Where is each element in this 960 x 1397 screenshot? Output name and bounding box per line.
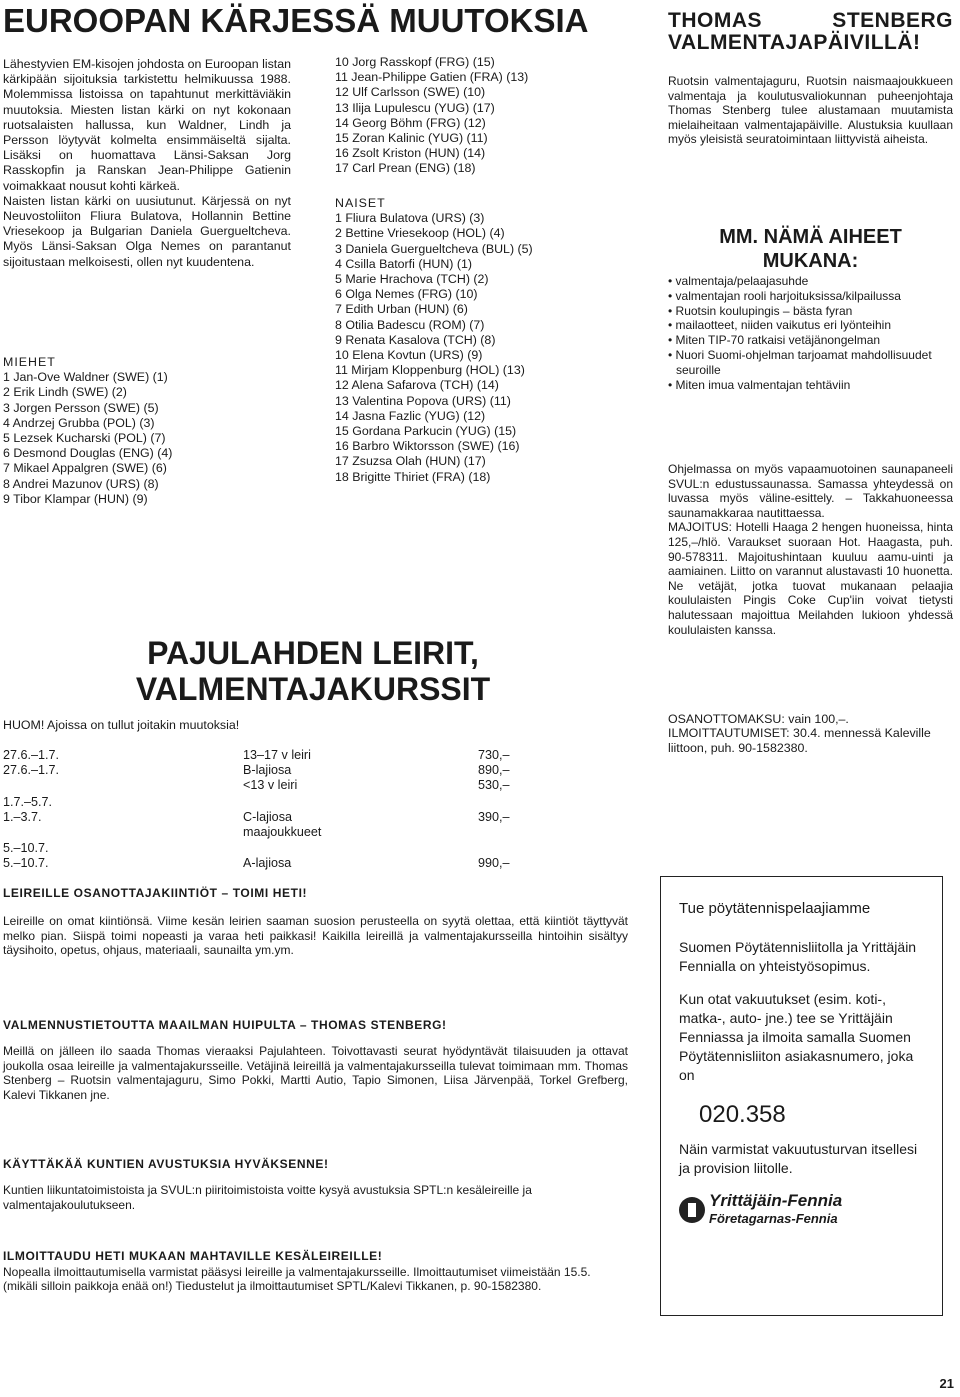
women-ranking	[335, 196, 635, 485]
camp-date: 27.6.–1.7.	[3, 763, 60, 777]
logo-main-text: Yrittäjäin-Fennia	[709, 1191, 843, 1210]
intro-paragraph-2: Naisten listan kärki on uusiutunut. Kärjessä on nyt Neuvostoliiton Fliura Bulatova, Hollannin Bettine Vriesekoop ja Bulgarian Daniela Guergueltcheva. Myös Länsi-Saksan Olga Nemes on parantanut sijoitustaan melkoisesti, ollen nyt kuudentena.	[3, 193, 291, 269]
list-item: 4 Andrzej Grubba (POL) (3)	[3, 415, 155, 430]
camps-title-line1: PAJULAHDEN LEIRIT,	[147, 635, 479, 671]
list-item: 9 Tibor Klampar (HUN) (9)	[3, 491, 148, 506]
customer-number: 020.358	[699, 1101, 786, 1128]
list-item: 17 Zsuzsa Olah (HUN) (17)	[335, 454, 486, 469]
program-paragraph: Ohjelmassa on myös vapaamuotoinen saunapaneeli SVUL:n edustussaunassa. Samassa yhteydessä on luvassa myös väline-esittely. – Takkahuoneessa saunamakkaraa nautittaessa.	[668, 462, 953, 520]
stenberg-intro: Ruotsin valmentajaguru, Ruotsin naismaajoukkueen valmentaja ja koulutusvaliokunnan puheenjohtaja Thomas Stenberg tulee alustamaan muutamista mielaiheitaan valmentajapäiville. Alustuksia kuullaan myös yleisistä seuratoimintaan liittyvistä aiheista.	[668, 74, 953, 147]
camp-date: 1.–3.7.	[3, 810, 42, 824]
list-item: 16 Zsolt Kriston (HUN) (14)	[335, 146, 486, 161]
list-item: 2 Erik Lindh (SWE) (2)	[3, 385, 127, 400]
insurance-ad	[660, 876, 943, 1316]
fennia-logo-icon	[679, 1197, 705, 1223]
list-item: 8 Otilia Badescu (ROM) (7)	[335, 317, 485, 332]
list-item: 4 Csilla Batorfi (HUN) (1)	[335, 256, 473, 271]
list-item: 3 Jorgen Persson (SWE) (5)	[3, 400, 159, 415]
list-item: • Ruotsin koulupingis – bästa fyran	[668, 303, 853, 318]
signup-text: Nopealla ilmoittautumisella varmistat pääsysi leireille ja valmentajakursseille. Ilmoittautumiset viimeistään 15.5. (mikäli silloin paikkoja enää on!) Tiedustelut ja ilmoittautumiset SPTL/Kalevi Tikkanen, p. 90-1582380.	[3, 1265, 591, 1294]
coaching-text: Meillä on jälleen ilo saada Thomas vieraaksi Pajulahteen. Toivottavasti seurat hyödyntävät tilaisuuden ja ottavat joukolla osaa leireille ja valmentajakursseille. Vetäjinä leireillä ja valmentajakursseilla tulevat toimimaan mm. Thomas Stenberg – Ruotsin valmentajaguru, Simo Pokki, Martti Autio, Tapio Simonen, Liisa Järvenpää, Torkel Grefberg, Kalevi Tikkanen jne.	[3, 1044, 628, 1102]
list-item: 10 Elena Kovtun (URS) (9)	[335, 348, 483, 363]
camp-desc: C-lajiosa	[243, 810, 292, 824]
women-list	[335, 211, 635, 485]
list-item: 1 Jan-Ove Waldner (SWE) (1)	[3, 370, 168, 385]
coaching-heading: VALMENNUSTIETOUTTA MAAILMAN HUIPULTA – THOMAS STENBERG!	[3, 1018, 447, 1032]
program-text	[668, 462, 953, 637]
list-item: 2 Bettine Vriesekoop (HOL) (4)	[335, 226, 505, 241]
camp-price: 990,–	[478, 856, 510, 870]
stenberg-title-line2: VALMENTAJAPÄIVILLÄ!	[668, 31, 921, 54]
list-item: • mailaotteet, niiden vaikutus eri lyönteihin	[668, 318, 891, 333]
list-item: 11 Mirjam Kloppenburg (HOL) (13)	[335, 363, 525, 378]
women-heading: NAISET	[335, 196, 386, 210]
men-list-continued	[335, 55, 635, 177]
camp-price: 730,–	[478, 748, 510, 762]
topics-title	[668, 225, 953, 273]
topics-title-line1: MM. NÄMÄ AIHEET	[719, 226, 902, 248]
fee-text: OSANOTTOMAKSU: vain 100,–.	[668, 712, 849, 726]
ad-headline: Tue pöytätennispelaajiamme	[679, 900, 871, 917]
list-item: 12 Ulf Carlsson (SWE) (10)	[335, 85, 486, 100]
logo-sub-text: Företagarnas-Fennia	[709, 1211, 838, 1226]
list-item: 17 Carl Prean (ENG) (18)	[335, 161, 476, 176]
accommodation-paragraph: MAJOITUS: Hotelli Haaga 2 hengen huoneissa, hinta 125,–/hlö. Varaukset suoraan Hot. Haagasta, puh. 90-578311. Majoitushintaan kuuluu aamu-uinti ja aamiainen. Liitto on varannut alustavasti 10 huonetta. Ne vetäjät, jotka tuovat mukanaan pelaajia koululaisten Pingis Coke Cup'iin voivat tietysti halutessaan majoittua Meilahden lukioon yhdessä koululaisten kanssa.	[668, 520, 953, 637]
ad-paragraph-2: Kun otat vakuutukset (esim. koti-, matka-, auto- jne.) tee se Yrittäjäin Fenniassa ja ilmoita samalla Suomen Pöytätennisliiton asiakasnumero, joka on	[679, 991, 914, 1083]
list-item: 9 Renata Kasalova (TCH) (8)	[335, 332, 496, 347]
list-item: • Miten imua valmentajan tehtäviin	[668, 377, 851, 392]
list-item: 15 Gordana Parkucin (YUG) (15)	[335, 424, 517, 439]
camp-desc: B-lajiosa	[243, 763, 292, 777]
list-item: • valmentaja/pelaajasuhde	[668, 274, 809, 288]
camp-date: 27.6.–1.7.	[3, 748, 60, 762]
list-item: 13 Ilija Lupulescu (YUG) (17)	[335, 100, 495, 115]
camp-desc: A-lajiosa	[243, 856, 292, 870]
camp-date: 1.7.–5.7.	[3, 795, 53, 809]
camp-desc: 13–17 v leiri	[243, 748, 311, 762]
grants-heading: KÄYTTÄKÄÄ KUNTIEN AVUSTUKSIA HYVÄKSENNE!	[3, 1157, 329, 1171]
men-ranking-continued	[335, 55, 635, 177]
men-heading: MIEHET	[3, 355, 56, 369]
list-item: 11 Jean-Philippe Gatien (FRA) (13)	[335, 70, 529, 85]
list-item: 16 Barbro Wiktorsson (SWE) (16)	[335, 439, 520, 454]
list-item: 5 Lezsek Kucharski (POL) (7)	[3, 431, 166, 446]
camp-date: 5.–10.7.	[3, 856, 49, 870]
list-item: • Nuori Suomi-ohjelman tarjoamat mahdollisuudet seuroille	[668, 347, 932, 377]
list-item: 7 Edith Urban (HUN) (6)	[335, 302, 468, 317]
page-number: 21	[939, 1376, 954, 1391]
fennia-logo-text	[709, 1192, 842, 1228]
list-item: 8 Andrei Mazunov (URS) (8)	[3, 476, 159, 491]
registration-info	[668, 712, 953, 755]
intro-paragraph-1: Lähestyvien EM-kisojen johdosta on Euroopan listan kärkipään sijoituksia tarkistettu helmikuussa 1988. Molemmissa listoissa on tapahtunut merkittäviäkin muutoksia. Miesten listan kärki on nyt kokonaan ruotsalaisten hallussa, kun Waldner, Lindh ja Persson löytyvät kolmelta ensimmäiseltä sijalta. Lisäksi on huomattava Länsi-Saksan Jorg Rasskopfin ja Ranskan Jean-Philippe Gatienin voimakkaat nousut kohti kärkeä.	[3, 57, 291, 193]
list-item: 12 Alena Safarova (TCH) (14)	[335, 378, 499, 393]
camp-price: 890,–	[478, 763, 510, 777]
topics-list	[668, 274, 953, 392]
deadline-text: ILMOITTAUTUMISET: 30.4. mennessä Kaleville liittoon, puh. 90-1582380.	[668, 726, 931, 755]
quota-text: Leireille on omat kiintiönsä. Viime kesän leirien saaman suosion perusteella on syytä olettaa, että kiintiöt täyttyvät melko pian. Siispä toimi nopeasti ja varaa heti paikkasi! Kaikilla leireillä ja valmentajakursseilla hintoihin sisältyy täysihoito, opetus, ohjaus, materiaali, saunailta ym.ym.	[3, 914, 628, 958]
camp-desc: maajoukkueet	[243, 825, 322, 839]
list-item: 5 Marie Hrachova (TCH) (2)	[335, 272, 489, 287]
list-item: 18 Brigitte Thiriet (FRA) (18)	[335, 469, 491, 484]
camps-table	[3, 748, 533, 873]
camps-note: HUOM! Ajoissa on tullut joitakin muutoksia!	[3, 718, 240, 732]
list-item: • Miten TIP-70 ratkaisi vetäjänongelman	[668, 333, 881, 348]
list-item: 14 Georg Böhm (FRG) (12)	[335, 115, 486, 130]
quota-heading: LEIREILLE OSANOTTAJAKIINTIÖT – TOIMI HETI!	[3, 886, 308, 900]
ad-paragraph-1: Suomen Pöytätennisliitolla ja Yrittäjäin Fennialla on yhteistyösopimus.	[679, 939, 917, 974]
list-item: 6 Olga Nemes (FRG) (10)	[335, 287, 478, 302]
camp-desc: <13 v leiri	[243, 778, 298, 792]
camps-title-line2: VALMENTAJAKURSSIT	[135, 671, 491, 707]
list-item: 15 Zoran Kalinic (YUG) (11)	[335, 131, 488, 146]
list-item: 10 Jorg Rasskopf (FRG) (15)	[335, 55, 495, 69]
list-item: 7 Mikael Appalgren (SWE) (6)	[3, 461, 167, 476]
list-item: 1 Fliura Bulatova (URS) (3)	[335, 211, 485, 226]
men-list	[3, 370, 293, 507]
stenberg-title-line1: THOMAS STENBERG	[668, 9, 953, 32]
grants-text: Kuntien liikuntatoimistoista ja SVUL:n piiritoimistoista voitte kysyä avustuksia SPTL:n kesäleireille ja valmentajakoulutukseen.	[3, 1183, 532, 1212]
camps-title	[118, 635, 508, 707]
stenberg-title	[668, 10, 953, 54]
list-item: 3 Daniela Guergueltcheva (BUL) (5)	[335, 241, 533, 256]
camp-price: 530,–	[478, 778, 510, 792]
bullet-list	[668, 274, 953, 392]
camp-price: 390,–	[478, 810, 510, 824]
fennia-logo	[679, 1192, 924, 1228]
intro-article	[3, 57, 291, 270]
camp-date: 5.–10.7.	[3, 841, 49, 855]
list-item: 13 Valentina Popova (URS) (11)	[335, 393, 511, 408]
topics-title-line2: MUKANA:	[762, 250, 859, 272]
men-ranking	[3, 355, 293, 507]
ad-paragraph-3: Näin varmistat vakuutusturvan itsellesi ja provision liitolle.	[679, 1141, 918, 1176]
main-headline: EUROOPAN KÄRJESSÄ MUUTOKSIA	[3, 2, 589, 39]
list-item: 14 Jasna Fazlic (YUG) (12)	[335, 408, 486, 423]
list-item: 6 Desmond Douglas (ENG) (4)	[3, 446, 173, 461]
list-item: • valmentajan rooli harjoituksissa/kilpailussa	[668, 288, 901, 303]
signup-heading: ILMOITTAUDU HETI MUKAAN MAHTAVILLE KESÄLEIREILLE!	[3, 1249, 383, 1263]
